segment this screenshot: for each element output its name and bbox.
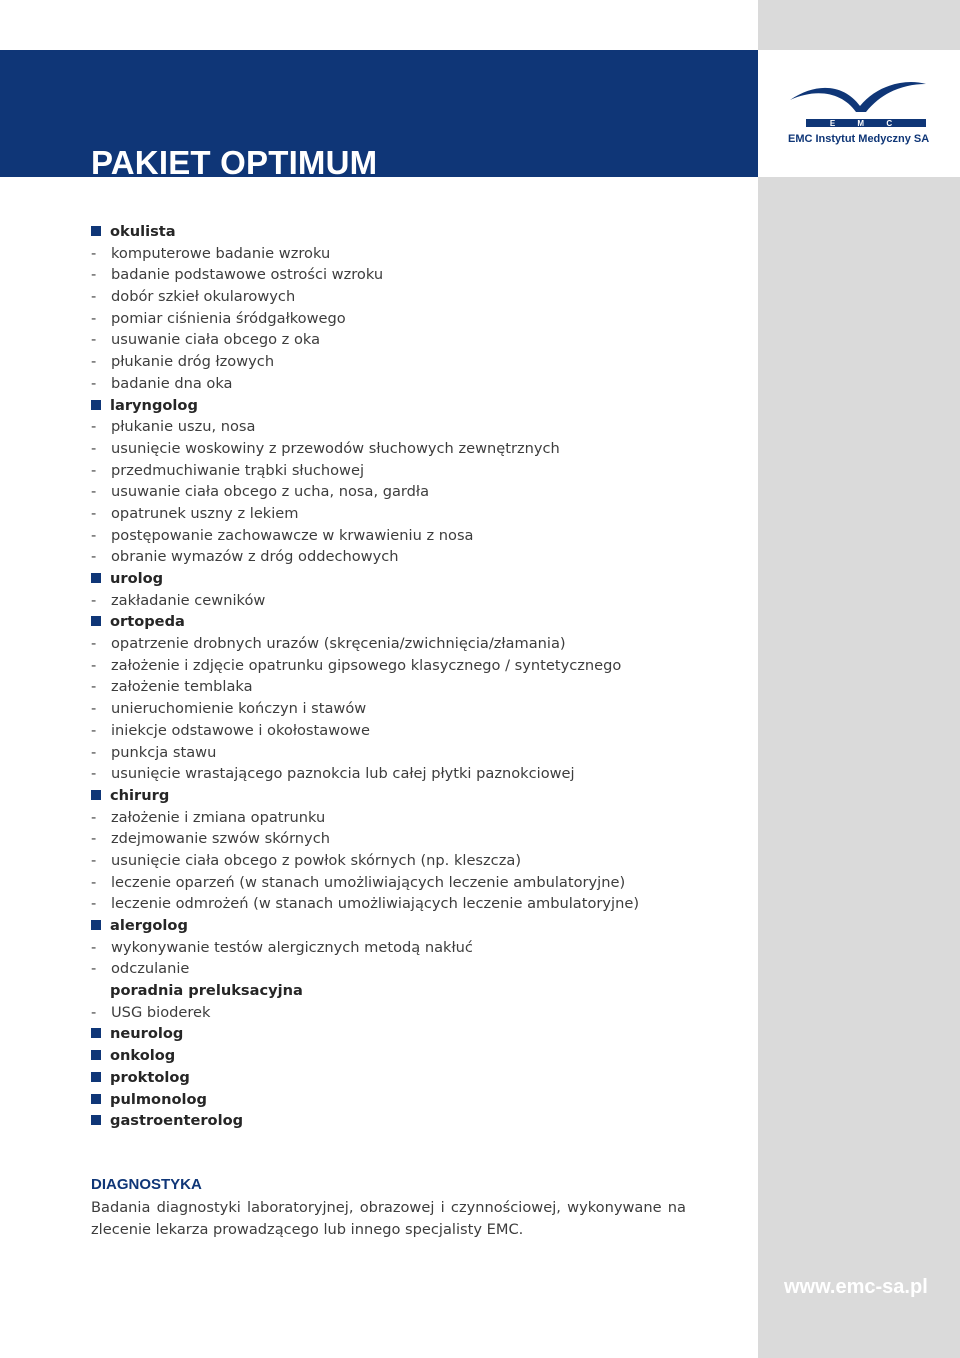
service-item-label: leczenie oparzeń (w stanach umożliwiających leczenie ambulatoryjne) [111,873,626,891]
specialty-label: pulmonolog [110,1090,207,1108]
square-bullet-icon [91,616,101,626]
service-item [91,590,731,612]
service-item-label: odczulanie [111,960,190,978]
service-item [91,1002,731,1024]
service-item-label: założenie i zmiana opatrunku [111,808,326,826]
dash-marker: - [91,851,97,869]
service-item [91,373,731,395]
service-item [91,937,731,959]
service-item-label: założenie i zdjęcie opatrunku gipsowego klasycznego / syntetycznego [111,656,622,674]
specialty-label: chirurg [110,786,170,804]
service-item [91,676,731,698]
dash-marker: - [91,526,97,544]
service-item [91,807,731,829]
service-item-label: USG bioderek [111,1003,211,1021]
dash-marker: - [91,808,97,826]
logo [758,50,960,177]
service-item-label: usunięcie wrastającego paznokcia lub całej płytki paznokciowej [111,765,575,783]
dash-marker: - [91,895,97,913]
service-item [91,742,731,764]
service-item [91,286,731,308]
specialty-heading [91,221,731,243]
specialty-label: gastroenterolog [110,1112,244,1130]
service-item [91,546,731,568]
specialty-label: okulista [110,223,176,240]
dash-marker: - [91,418,97,436]
dash-marker: - [91,483,97,501]
specialty-heading [91,611,731,633]
dash-marker: - [91,591,97,609]
dash-marker: - [91,700,97,718]
dash-marker: - [91,635,97,653]
service-item [91,264,731,286]
dash-marker: - [91,830,97,848]
specialty-heading [91,1023,731,1045]
service-item [91,243,731,265]
service-item-label: unieruchomienie kończyn i stawów [111,700,367,718]
service-item-label: wykonywanie testów alergicznych metodą nakłuć [111,938,473,956]
service-item-label: usuwanie ciała obcego z oka [111,331,321,349]
service-item-label: obranie wymazów z dróg oddechowych [111,548,399,566]
dash-marker: - [91,374,97,392]
service-item-label: usunięcie ciała obcego z powłok skórnych (np. kleszcza) [111,851,522,869]
service-item-label: przedmuchiwanie trąbki słuchowej [111,461,365,479]
specialty-heading [91,915,731,937]
service-item-label: płukanie dróg łzowych [111,353,275,371]
service-item-label: założenie temblaka [111,678,253,696]
service-item-label: leczenie odmrożeń (w stanach umożliwiających leczenie ambulatoryjne) [111,895,640,913]
page-title: PAKIET OPTIMUM [91,144,378,181]
service-item-label: opatrunek uszny z lekiem [111,504,299,522]
dash-marker: - [91,678,97,696]
specialty-label: alergolog [110,917,188,934]
logo-mark-text: E M C [829,119,903,128]
website-link[interactable]: www.emc-sa.pl [784,1276,928,1298]
service-item [91,698,731,720]
service-item [91,655,731,677]
service-item [91,828,731,850]
square-bullet-icon [91,573,101,583]
specialty-heading [91,568,731,590]
diagnostics-title: DIAGNOSTYKA [91,1176,202,1193]
service-item [91,958,731,980]
service-item [91,633,731,655]
dash-marker: - [91,960,97,978]
services-list [91,221,731,1132]
service-item [91,720,731,742]
right-sidebar [758,0,960,1358]
service-item-label: punkcja stawu [111,743,217,761]
specialty-label: ortopeda [110,613,185,631]
service-item [91,416,731,438]
dash-marker: - [91,765,97,783]
square-bullet-icon [91,1072,101,1082]
dash-marker: - [91,938,97,956]
dash-marker: - [91,873,97,891]
square-bullet-icon [91,1050,101,1060]
specialty-label: proktolog [110,1068,190,1086]
specialty-label: onkolog [110,1047,176,1065]
service-item [91,308,731,330]
specialty-heading [91,1067,731,1089]
square-bullet-icon [91,400,101,410]
service-item [91,872,731,894]
service-item [91,850,731,872]
header-band [0,50,758,181]
service-item [91,460,731,482]
service-item-label: badanie podstawowe ostrości wzroku [111,266,384,284]
specialty-label: poradnia preluksacyjna [110,982,303,1000]
square-bullet-icon [91,1115,101,1125]
service-item [91,893,731,915]
dash-marker: - [91,266,97,284]
dash-marker: - [91,309,97,327]
service-item-label: usunięcie woskowiny z przewodów słuchowych zewnętrznych [111,439,560,457]
specialty-heading [91,785,731,807]
dash-marker: - [91,504,97,522]
dash-marker: - [91,656,97,674]
service-item [91,481,731,503]
specialty-label: urolog [110,570,164,587]
specialty-heading [91,1089,731,1111]
dash-marker: - [91,461,97,479]
specialty-heading [91,395,731,417]
dash-marker: - [91,548,97,566]
specialty-heading [91,980,731,1002]
dash-marker: - [91,331,97,349]
service-item-label: iniekcje odstawowe i okołostawowe [111,721,370,739]
service-item [91,503,731,525]
specialty-label: laryngolog [110,396,198,414]
service-item-label: płukanie uszu, nosa [111,418,256,436]
diagnostics-text: Badania diagnostyki laboratoryjnej, obrazowej i czynnościowej, wykonywane na zlecenie lekarza prowadzącego lub innego specjalisty EMC. [91,1199,686,1238]
service-item-label: postępowanie zachowawcze w krwawieniu z nosa [111,526,474,544]
square-bullet-icon [91,1028,101,1038]
logo-company-name: EMC Instytut Medyczny SA [788,133,930,145]
service-item-label: usuwanie ciała obcego z ucha, nosa, gardła [111,483,430,501]
service-item-label: zdejmowanie szwów skórnych [111,830,330,848]
dash-marker: - [91,721,97,739]
service-item-label: dobór szkieł okularowych [111,288,296,306]
dash-marker: - [91,743,97,761]
service-item [91,525,731,547]
service-item-label: badanie dna oka [111,374,233,392]
dash-marker: - [91,288,97,306]
dash-marker: - [91,353,97,371]
service-item [91,351,731,373]
specialty-heading [91,1045,731,1067]
service-item [91,763,731,785]
dash-marker: - [91,244,97,262]
specialty-label: neurolog [110,1025,184,1043]
square-bullet-icon [91,790,101,800]
service-item-label: opatrzenie drobnych urazów (skręcenia/zwichnięcia/złamania) [111,635,566,653]
square-bullet-icon [91,1094,101,1104]
service-item [91,329,731,351]
service-item-label: pomiar ciśnienia śródgałkowego [111,309,346,327]
service-item [91,438,731,460]
service-item-label: komputerowe badanie wzroku [111,244,331,262]
service-item-label: zakładanie cewników [111,591,266,609]
specialty-heading [91,1110,731,1132]
square-bullet-icon [91,226,101,236]
square-bullet-icon [91,920,101,930]
dash-marker: - [91,439,97,457]
emc-bird-logo-icon [786,78,930,134]
dash-marker: - [91,1003,97,1021]
